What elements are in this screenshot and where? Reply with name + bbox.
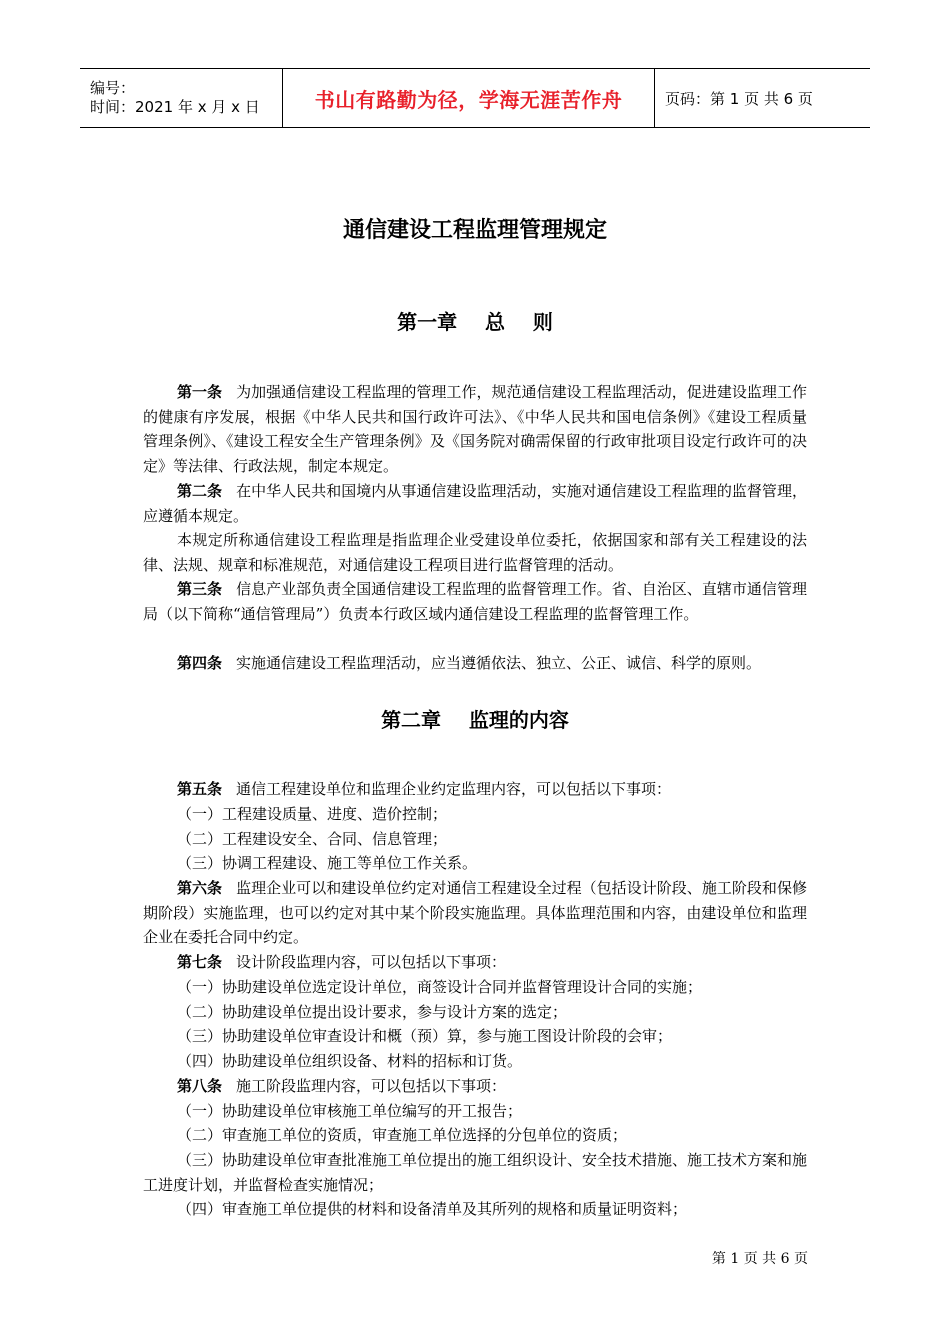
list-item: （二）协助建设单位提出设计要求，参与设计方案的选定；	[177, 1003, 568, 1021]
list-item: （一）协助建设单位审核施工单位编写的开工报告；	[177, 1102, 523, 1120]
list-item: （一）协助建设单位选定设计单位，商签设计合同并监督管理设计合同的实施；	[177, 978, 703, 996]
article-1-label: 第一条	[177, 383, 223, 401]
list-item	[143, 1148, 807, 1197]
article-1	[143, 380, 807, 478]
article-7	[143, 950, 807, 975]
article-8-label: 第八条	[177, 1077, 223, 1095]
header-motto-cell	[282, 69, 655, 127]
article-2-text: 在中华人民共和国境内从事通信建设监理活动，实施对通信建设工程监理的监督管理，应遵循本规定。	[143, 482, 807, 525]
motto: 书山有路勤为径，学海无涯苦作舟	[314, 87, 623, 112]
page-footer: 第 1 页 共 6 页	[711, 1251, 808, 1267]
page-label: 页码：第 1 页 共 6 页	[665, 89, 813, 108]
list-item: （三）协助建设单位审查设计和概（预）算，参与施工图设计阶段的会审；	[177, 1027, 673, 1045]
chapter-2-title: 第二章 监理的内容	[381, 708, 569, 732]
article-8-text: 施工阶段监理内容，可以包括以下事项：	[236, 1077, 507, 1095]
article-2	[143, 479, 807, 528]
list-item: （四）审查施工单位提供的材料和设备清单及其所列的规格和质量证明资料；	[177, 1200, 688, 1218]
article-8-item-3: （三）协助建设单位审查批准施工单位提出的施工组织设计、安全技术措施、施工技术方案和施工进度计划，并监督检查实施情况；	[143, 1151, 808, 1194]
list-item: （四）协助建设单位组织设备、材料的招标和订货。	[177, 1052, 523, 1070]
article-6-text: 监理企业可以和建设单位约定对通信工程建设全过程（包括设计阶段、施工阶段和保修期阶段）实施监理，也可以约定对其中某个阶段实施监理。具体监理范围和内容，由建设单位和监理企业在委托合同中约定。	[143, 879, 807, 946]
article-7-label: 第七条	[177, 953, 223, 971]
header-page-cell	[655, 69, 870, 127]
list-item: （二）工程建设安全、合同、信息管理；	[177, 830, 448, 848]
header-bar	[80, 68, 870, 128]
article-5-text: 通信工程建设单位和监理企业约定监理内容，可以包括以下事项：	[236, 780, 672, 798]
list-item: （一）工程建设质量、进度、造价控制；	[177, 805, 448, 823]
list-item: （三）协调工程建设、施工等单位工作关系。	[177, 854, 478, 872]
article-6-label: 第六条	[177, 879, 223, 897]
article-3	[143, 577, 807, 626]
article-1-text: 为加强通信建设工程监理的管理工作，规范通信建设工程监理活动，促进建设监理工作的健康有序发展，根据《中华人民共和国行政许可法》、《中华人民共和国电信条例》《建设工程质量管理条例》、《建设工程安全生产管理条例》及《国务院对确需保留的行政审批项目设定行政许可的决定》等法律、行政法规，制定本规定。	[143, 383, 807, 475]
list-item: （二）审查施工单位的资质，审查施工单位选择的分包单位的资质；	[177, 1126, 628, 1144]
time-label: 时间：2021 年 x 月 x 日	[90, 98, 260, 116]
article-4-text: 实施通信建设工程监理活动，应当遵循依法、独立、公正、诚信、科学的原则。	[236, 654, 762, 672]
article-7-text: 设计阶段监理内容，可以包括以下事项：	[236, 953, 507, 971]
article-2-paragraph-2	[143, 528, 807, 577]
article-4	[143, 651, 807, 676]
article-2-label: 第二条	[177, 482, 223, 500]
header-meta	[80, 69, 282, 127]
article-6	[143, 876, 807, 950]
article-2b-text: 本规定所称通信建设工程监理是指监理企业受建设单位委托，依据国家和部有关工程建设的法律、法规、规章和标准规范，对通信建设工程项目进行监督管理的活动。	[143, 531, 807, 574]
article-3-text: 信息产业部负责全国通信建设工程监理的监督管理工作。省、自治区、直辖市通信管理局（以下简称“通信管理局”）负责本行政区域内通信建设工程监理的监督管理工作。	[143, 580, 807, 623]
article-8	[143, 1074, 807, 1099]
number-label: 编号：	[90, 79, 136, 97]
article-3-label: 第三条	[177, 580, 223, 598]
document-title: 通信建设工程监理管理规定	[342, 218, 607, 243]
article-4-label: 第四条	[177, 654, 223, 672]
chapter-1-title: 第一章 总 则	[397, 310, 553, 334]
article-5	[143, 777, 807, 802]
article-5-label: 第五条	[177, 780, 223, 798]
